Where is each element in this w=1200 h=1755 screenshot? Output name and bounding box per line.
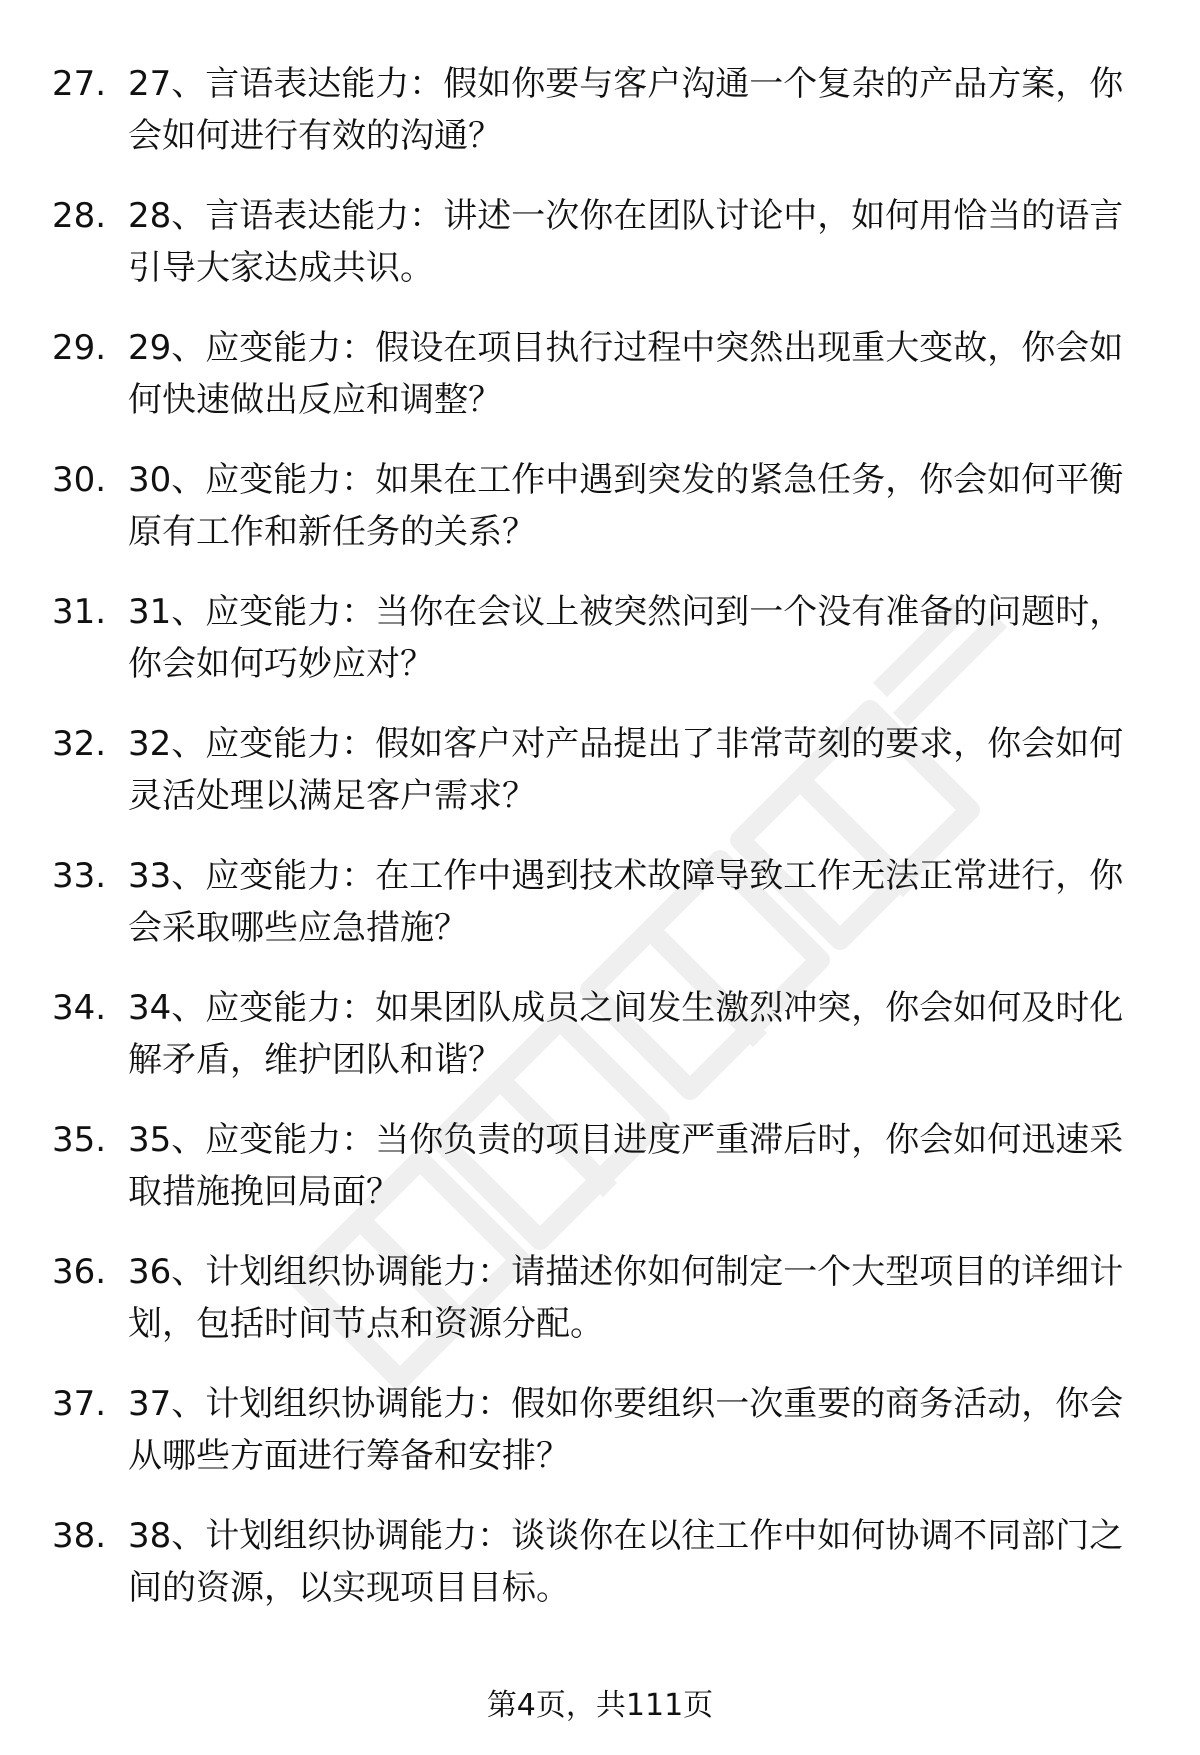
- list-item: [0, 850, 1200, 982]
- question-text: 29、应变能力：假设在项目执行过程中突然出现重大变故，你会如何快速做出反应和调整？: [128, 328, 1124, 420]
- list-item: [0, 1246, 1200, 1378]
- page-number-label: 第4页，共111页: [486, 1688, 714, 1723]
- list-item: [0, 982, 1200, 1114]
- question-number: 31.: [52, 592, 107, 632]
- list-item: [0, 58, 1200, 190]
- question-text: 33、应变能力：在工作中遇到技术故障导致工作无法正常进行，你会采取哪些应急措施？: [128, 856, 1124, 948]
- list-item: [0, 1510, 1200, 1642]
- question-number: 38.: [52, 1516, 107, 1556]
- page-footer: [0, 1686, 1200, 1726]
- question-number: 33.: [52, 856, 107, 896]
- question-text: 35、应变能力：当你负责的项目进度严重滞后时，你会如何迅速采取措施挽回局面？: [128, 1120, 1124, 1212]
- question-number: 34.: [52, 988, 107, 1028]
- question-text: 36、计划组织协调能力：请描述你如何制定一个大型项目的详细计划，包括时间节点和资源分配。: [128, 1252, 1124, 1344]
- question-text: 38、计划组织协调能力：谈谈你在以往工作中如何协调不同部门之间的资源，以实现项目目标。: [128, 1516, 1124, 1608]
- question-list: [0, 58, 1200, 1642]
- list-item: [0, 322, 1200, 454]
- question-number: 35.: [52, 1120, 107, 1160]
- question-text: 27、言语表达能力：假如你要与客户沟通一个复杂的产品方案，你会如何进行有效的沟通？: [128, 64, 1124, 156]
- question-number: 30.: [52, 460, 107, 500]
- question-number: 37.: [52, 1384, 107, 1424]
- question-text: 31、应变能力：当你在会议上被突然问到一个没有准备的问题时，你会如何巧妙应对？: [128, 592, 1124, 684]
- question-number: 29.: [52, 328, 107, 368]
- question-number: 36.: [52, 1252, 107, 1292]
- question-text: 32、应变能力：假如客户对产品提出了非常苛刻的要求，你会如何灵活处理以满足客户需求？: [128, 724, 1124, 816]
- list-item: [0, 1114, 1200, 1246]
- list-item: [0, 718, 1200, 850]
- question-number: 32.: [52, 724, 107, 764]
- question-text: 28、言语表达能力：讲述一次你在团队讨论中，如何用恰当的语言引导大家达成共识。: [128, 196, 1124, 288]
- question-text: 30、应变能力：如果在工作中遇到突发的紧急任务，你会如何平衡原有工作和新任务的关系？: [128, 460, 1124, 552]
- question-number: 28.: [52, 196, 107, 236]
- question-text: 34、应变能力：如果团队成员之间发生激烈冲突，你会如何及时化解矛盾，维护团队和谐？: [128, 988, 1124, 1080]
- list-item: [0, 586, 1200, 718]
- list-item: [0, 1378, 1200, 1510]
- list-item: [0, 454, 1200, 586]
- question-text: 37、计划组织协调能力：假如你要组织一次重要的商务活动，你会从哪些方面进行筹备和安排？: [128, 1384, 1124, 1476]
- list-item: [0, 190, 1200, 322]
- question-number: 27.: [52, 64, 107, 104]
